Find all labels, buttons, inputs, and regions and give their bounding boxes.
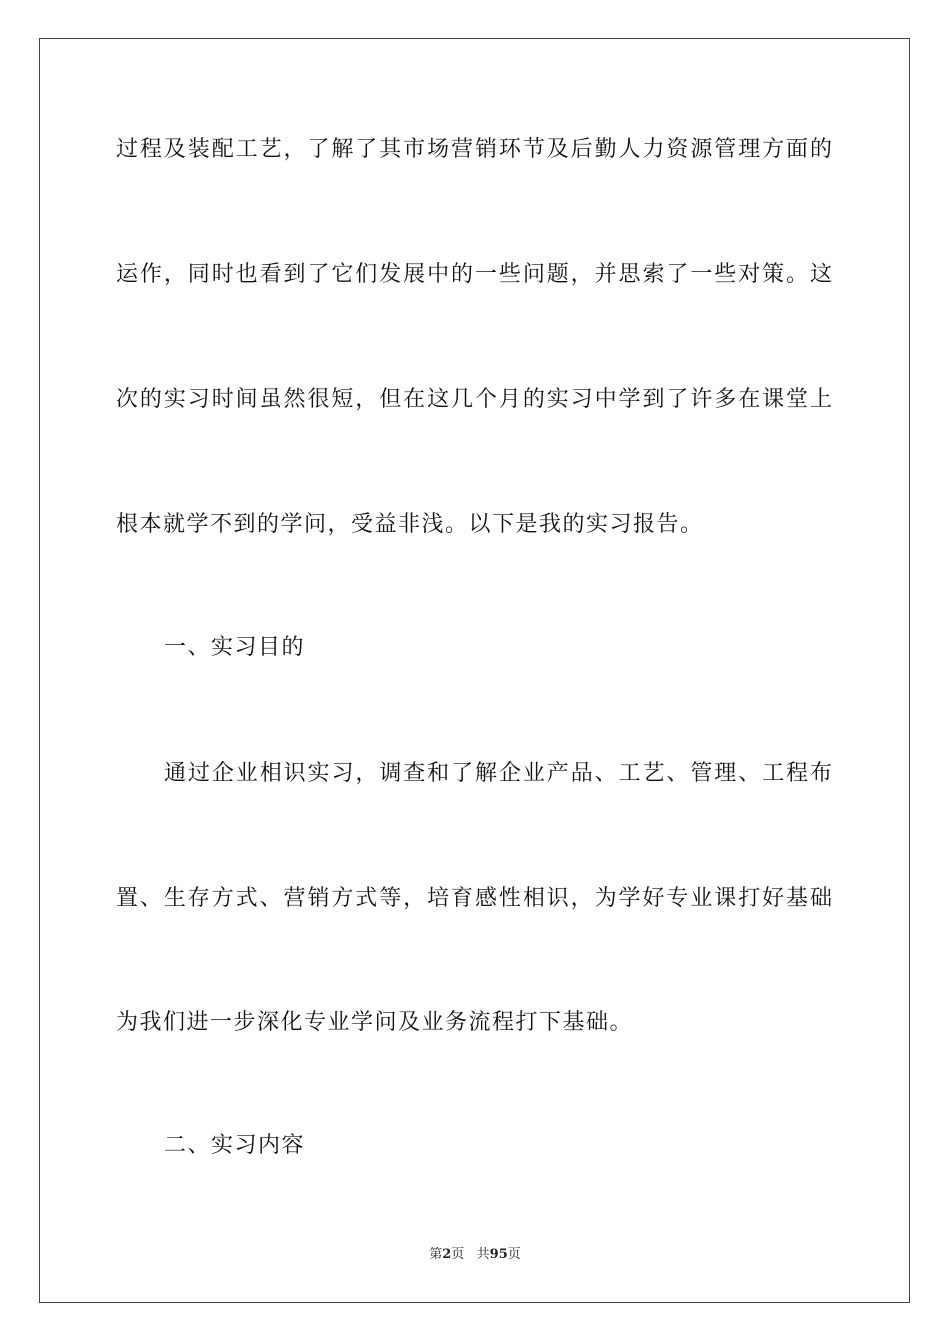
footer-page-number: 2 <box>442 1247 452 1262</box>
footer-mid: 页 共 <box>451 1247 490 1262</box>
page-footer <box>0 1246 950 1264</box>
section-heading-2: 二、实习内容 <box>164 1133 306 1158</box>
body-line-7: 为我们进一步深化专业学问及业务流程打下基础。 <box>116 1010 634 1035</box>
body-line-1: 过程及装配工艺，了解了其市场营销环节及后勤人力资源管理方面的 <box>116 137 832 162</box>
footer-suffix: 页 <box>507 1247 521 1262</box>
body-line-3: 次的实习时间虽然很短，但在这几个月的实习中学到了许多在课堂上 <box>116 387 832 412</box>
body-line-5: 通过企业相识实习，调查和了解企业产品、工艺、管理、工程布 <box>164 761 832 786</box>
footer-prefix: 第 <box>429 1247 443 1262</box>
body-line-2: 运作，同时也看到了它们发展中的一些问题，并思索了一些对策。这 <box>116 262 832 287</box>
body-line-4: 根本就学不到的学问，受益非浅。以下是我的实习报告。 <box>116 512 704 537</box>
page-frame <box>39 38 910 1303</box>
body-line-6: 置、生存方式、营销方式等，培育感性相识，为学好专业课打好基础 <box>116 886 832 911</box>
section-heading-1: 一、实习目的 <box>164 635 306 660</box>
footer-total-pages: 95 <box>489 1247 508 1262</box>
